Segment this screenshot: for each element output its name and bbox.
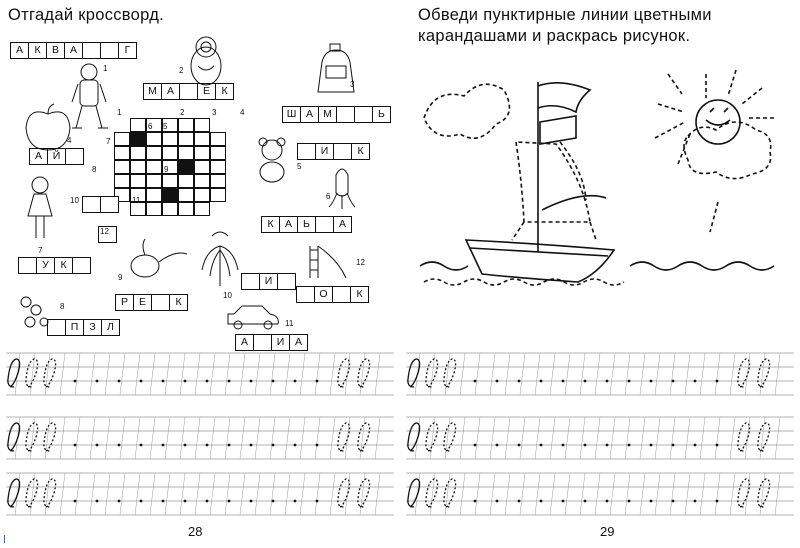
clue-cell[interactable]: А xyxy=(10,42,29,59)
clue-cell[interactable]: З xyxy=(83,319,102,336)
page-corner-mark xyxy=(4,535,11,543)
clue-number: 8 xyxy=(60,302,65,311)
grid-number: 4 xyxy=(240,108,245,117)
shampoo-bottle-icon xyxy=(318,44,354,92)
clue-cell[interactable]: И xyxy=(315,143,334,160)
flag-icon xyxy=(538,83,590,112)
grid-number: 1 xyxy=(117,108,122,117)
clue-number: 6 xyxy=(326,192,331,201)
teddy-bear-icon xyxy=(259,138,285,182)
clue-cell[interactable]: К xyxy=(350,286,369,303)
clue-cell[interactable]: М xyxy=(318,106,337,123)
clue-cell[interactable]: К xyxy=(54,257,73,274)
clue-cell[interactable]: К xyxy=(351,143,370,160)
clue-cell[interactable]: А xyxy=(29,148,48,165)
apple-icon xyxy=(26,104,70,150)
grid-number: 10 xyxy=(70,196,79,205)
clue-cell[interactable]: Л xyxy=(101,319,120,336)
doll-icon xyxy=(28,177,52,238)
clue-cell[interactable]: Р xyxy=(115,294,134,311)
squid-icon xyxy=(329,169,355,209)
clue-cell[interactable]: К xyxy=(261,216,280,233)
wave xyxy=(630,262,774,270)
clue-cell[interactable]: А xyxy=(235,334,254,351)
clue-cell[interactable]: А xyxy=(289,334,308,351)
grid-number: 8 xyxy=(92,165,97,174)
clue-number: 11 xyxy=(285,319,294,328)
handwriting-practice-right xyxy=(400,345,800,515)
slide-icon xyxy=(310,246,346,278)
clue-cell[interactable]: И xyxy=(271,334,290,351)
matryoshka-icon xyxy=(191,37,221,85)
clue-cell[interactable]: А xyxy=(161,83,180,100)
clue-cell[interactable]: Й xyxy=(47,148,66,165)
car-icon xyxy=(228,306,278,329)
grid-number: 6 xyxy=(148,122,153,131)
clue-cell[interactable]: И xyxy=(259,273,278,290)
clue-cell[interactable]: К xyxy=(28,42,47,59)
clue-number: 5 xyxy=(297,162,302,171)
clue-number: 2 xyxy=(179,66,184,75)
clue-number: 4 xyxy=(67,136,72,145)
clue-cell[interactable]: Ь xyxy=(297,216,316,233)
clue-cell[interactable]: О xyxy=(314,286,333,303)
grid-number: 12 xyxy=(100,227,109,236)
clue-number: 7 xyxy=(38,246,43,255)
diver-icon xyxy=(72,64,108,128)
page-number: 28 xyxy=(188,524,203,539)
grid-number: 11 xyxy=(132,196,141,205)
clue-number: 3 xyxy=(350,80,355,89)
dashed-line xyxy=(710,202,718,232)
dashed-cloud xyxy=(424,84,509,138)
handwriting-practice-left xyxy=(0,345,400,515)
sail xyxy=(540,116,576,144)
grid-number: 2 xyxy=(180,108,185,117)
dashed-sail xyxy=(516,142,590,222)
clue-cell[interactable]: А xyxy=(279,216,298,233)
boat-picture xyxy=(400,60,800,310)
sail-curve xyxy=(542,196,606,210)
grid-number: 9 xyxy=(164,165,169,174)
grid-number: 3 xyxy=(212,108,217,117)
page-29 xyxy=(400,0,800,548)
grid-number: 5 xyxy=(163,122,168,131)
willow-tree-icon xyxy=(202,232,238,286)
page-28-title: Отгадай кроссворд. xyxy=(8,6,165,24)
clue-cell[interactable]: У xyxy=(36,257,55,274)
page-29-title-line-1: Обведи пунктирные линии цветными xyxy=(418,6,712,24)
clue-cell[interactable]: Е xyxy=(133,294,152,311)
clue-cell[interactable]: А xyxy=(333,216,352,233)
clue-cell[interactable]: А xyxy=(64,42,83,59)
wave xyxy=(420,262,468,270)
clue-cell[interactable]: Г xyxy=(118,42,137,59)
clue-cell[interactable]: Ь xyxy=(372,106,391,123)
clue-number: 10 xyxy=(223,291,232,300)
clue-cell[interactable]: М xyxy=(143,83,162,100)
puzzle-icon xyxy=(21,297,48,327)
clue-cell[interactable]: К xyxy=(169,294,188,311)
dashed-sun-ray xyxy=(655,70,774,164)
radish-icon xyxy=(131,239,187,277)
clue-number: 1 xyxy=(103,64,108,73)
boat-hull-icon xyxy=(466,240,614,282)
dashed-wave xyxy=(424,279,624,285)
clue-number: 12 xyxy=(356,258,365,267)
clue-cell[interactable]: А xyxy=(300,106,319,123)
clue-cell[interactable]: П xyxy=(65,319,84,336)
page-29-title-line-2: карандашами и раскрась рисунок. xyxy=(418,27,691,45)
page-number: 29 xyxy=(600,524,615,539)
dashed-line xyxy=(512,222,596,240)
clue-cell[interactable]: Ш xyxy=(282,106,301,123)
clue-cell[interactable]: К xyxy=(215,83,234,100)
clue-number: 9 xyxy=(118,273,123,282)
grid-number: 7 xyxy=(106,137,111,146)
clue-cell[interactable]: Е xyxy=(197,83,216,100)
clue-cell[interactable]: В xyxy=(46,42,65,59)
